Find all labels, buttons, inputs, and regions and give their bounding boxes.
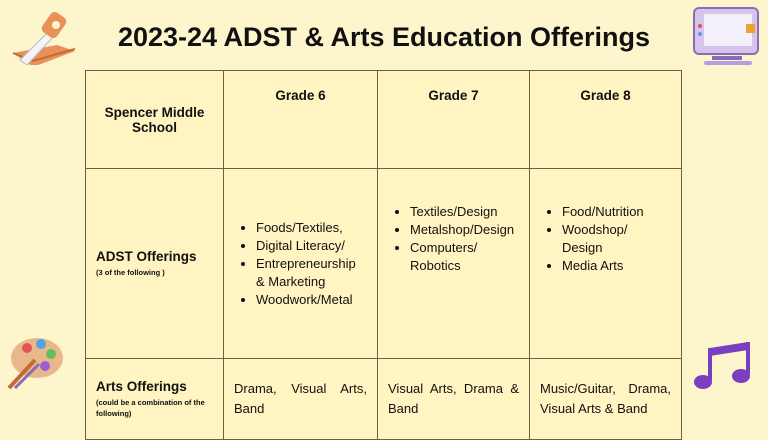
list-item: • Computers/ Robotics	[410, 239, 519, 275]
school-name: Spencer Middle School	[86, 71, 224, 169]
adst-grade-7	[378, 169, 530, 359]
list-item: • Woodwork/Metal	[256, 291, 367, 309]
arts-note: (could be a combination of the following)	[96, 398, 205, 418]
page-title: 2023-24 ADST & Arts Education Offerings	[117, 22, 651, 52]
table-row	[86, 71, 682, 169]
palette-icon	[5, 330, 67, 392]
grade-6-header: Grade 6	[224, 71, 378, 169]
grade-7-header: Grade 7	[378, 71, 530, 169]
list-item: • Food/Nutrition	[562, 203, 671, 221]
offerings-table	[85, 70, 682, 440]
list-item: • Textiles/Design	[410, 203, 519, 221]
arts-grade-8: Music/Guitar, Drama, Visual Arts & Band	[530, 359, 682, 440]
table-row	[86, 169, 682, 359]
list-item: • Metalshop/Design	[410, 221, 519, 239]
adst-grade-6	[224, 169, 378, 359]
arts-label: Arts Offerings	[96, 379, 187, 394]
arts-label-cell	[86, 359, 224, 440]
list-item: • Woodshop/ Design	[562, 221, 671, 257]
table-row	[86, 359, 682, 440]
adst-grade-8	[530, 169, 682, 359]
list-item: • Entrepreneurship & Marketing	[256, 255, 367, 291]
list-item: • Digital Literacy/	[256, 237, 367, 255]
list-item: • Foods/Textiles,	[256, 219, 367, 237]
adst-label-cell	[86, 169, 224, 359]
grade-8-header: Grade 8	[530, 71, 682, 169]
arts-grade-6: Drama, Visual Arts, Band	[224, 359, 378, 440]
list-item: • Media Arts	[562, 257, 671, 275]
arts-grade-7: Visual Arts, Drama & Band	[378, 359, 530, 440]
adst-note: (3 of the following )	[96, 268, 165, 277]
music-notes-icon	[690, 340, 752, 392]
adst-label: ADST Offerings	[96, 249, 197, 264]
